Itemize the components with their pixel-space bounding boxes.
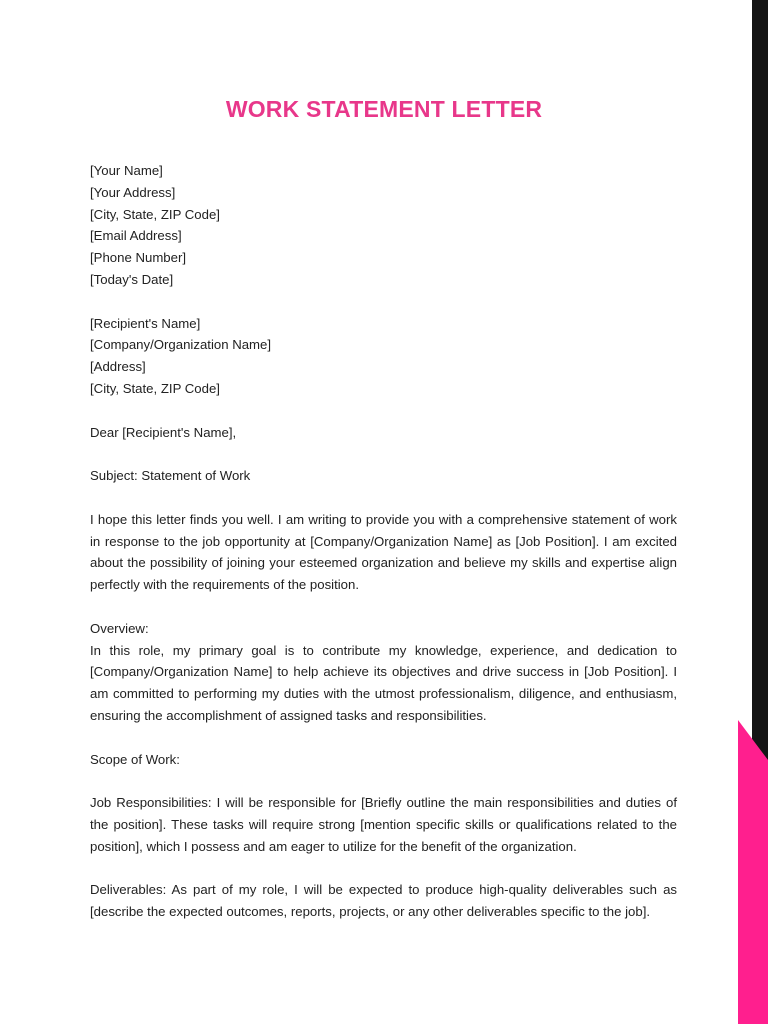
salutation: Dear [Recipient's Name], (90, 424, 237, 440)
recipient-name: [Recipient's Name] (90, 315, 201, 331)
letter-body (90, 160, 677, 923)
decorative-side-bar (752, 0, 768, 1024)
recipient-company: [Company/Organization Name] (90, 337, 272, 353)
spacer (90, 596, 677, 618)
sender-name: [Your Name] (90, 163, 163, 178)
sender-email: [Email Address] (90, 228, 182, 244)
spacer (90, 770, 677, 792)
spacer (90, 858, 677, 880)
responsibilities-paragraph: Job Responsibilities: I will be responsible for [Briefly outline the main responsibilities and duties of the position]. These tasks will require strong [mention specific skills or qualifications related to the position], which I possess and am eager to utilize for the benefit of the organization. (90, 795, 677, 854)
overview-paragraph: In this role, my primary goal is to contribute my knowledge, experience, and dedication to [Company/Organization Name] to help achieve its objectives and drive success in [Job Position]. I am committed to performing my duties with the utmost professionalism, diligence, and enthusiasm, ensuring the accomplishment of assigned tasks and responsibilities. (90, 642, 677, 723)
scope-heading: Scope of Work: (90, 751, 180, 767)
spacer (90, 487, 677, 509)
spacer (90, 443, 677, 465)
intro-paragraph: I hope this letter finds you well. I am writing to provide you with a comprehensive statement of work in response to the job opportunity at [Company/Organization Name] as [Job Position]. I am excited about the possibility of joining your esteemed organization and believe my skills and expertise align perfectly with the requirements of the position. (90, 511, 677, 593)
sender-phone: [Phone Number] (90, 250, 187, 266)
sender-date: [Today's Date] (90, 271, 174, 287)
subject-line: Subject: Statement of Work (90, 468, 251, 484)
recipient-city: [City, State, ZIP Code] (90, 380, 220, 396)
page-title: WORK STATEMENT LETTER (225, 96, 543, 122)
sender-city: [City, State, ZIP Code] (90, 206, 220, 222)
spacer (90, 727, 677, 749)
sender-address: [Your Address] (90, 184, 176, 200)
spacer (90, 400, 677, 422)
spacer (90, 291, 677, 313)
recipient-address: [Address] (90, 359, 146, 375)
overview-heading: Overview: (90, 620, 149, 636)
deliverables-paragraph: Deliverables: As part of my role, I will be expected to produce high-quality deliverables such as [describe the expected outcomes, reports, projects, or any other deliverables specific to the job]. (90, 882, 677, 920)
